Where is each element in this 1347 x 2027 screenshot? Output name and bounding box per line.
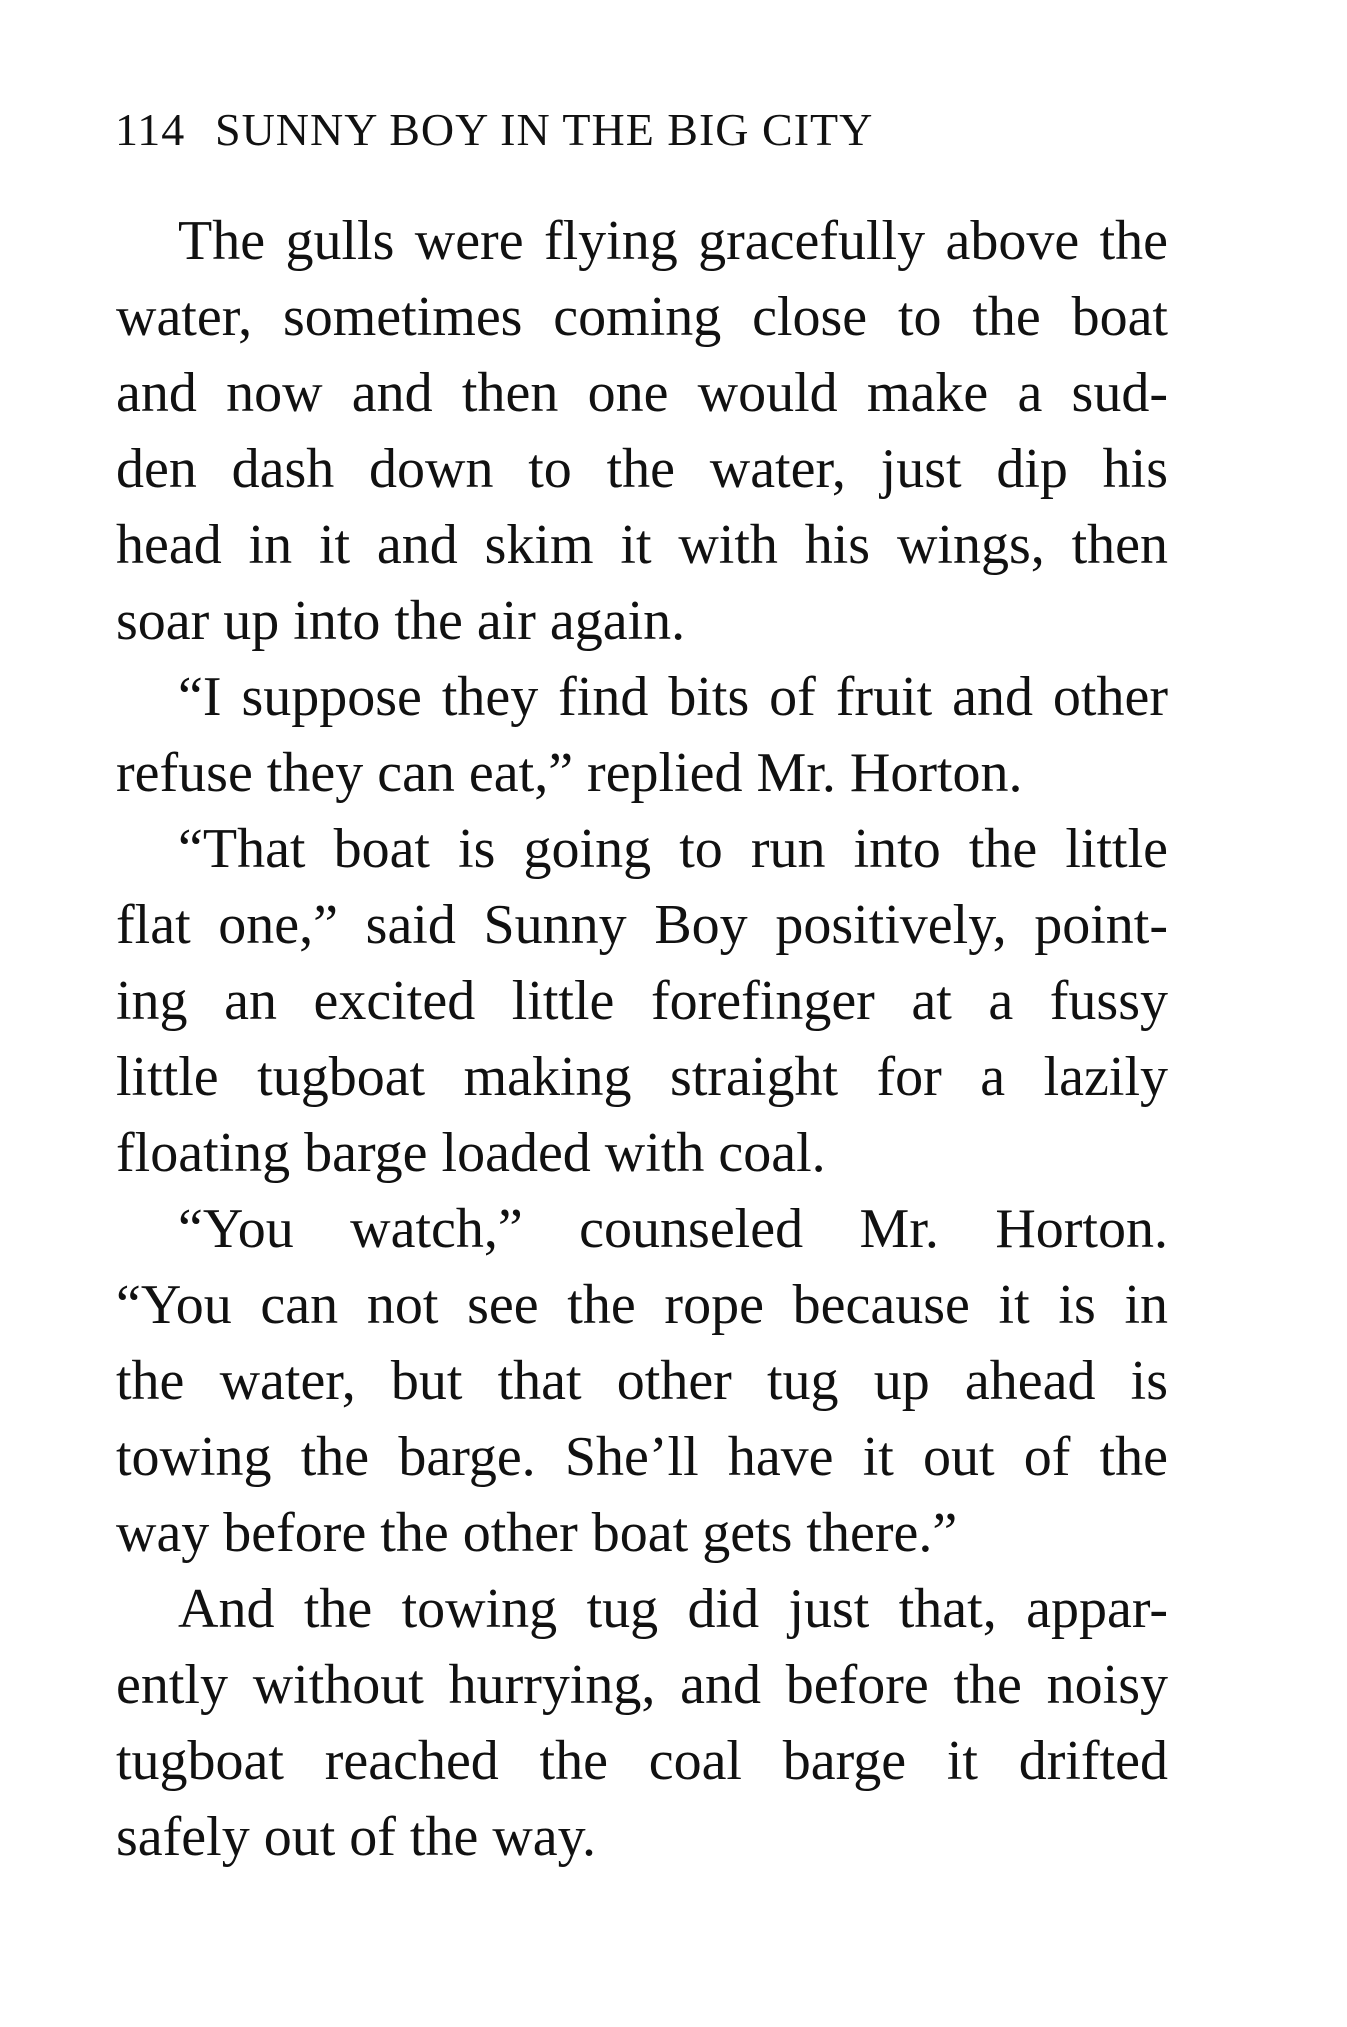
text-line: towing the barge. She’ll have it out of the <box>116 1426 1168 1488</box>
page-number: 114 <box>115 104 186 155</box>
text-line: head in it and skim it with his wings, then <box>116 514 1168 576</box>
text-line: ing an excited little forefinger at a fussy <box>116 970 1168 1032</box>
text-line: ently without hurrying, and before the noisy <box>116 1654 1168 1716</box>
paragraph-1 <box>116 203 1168 659</box>
paragraph-2 <box>116 659 1168 811</box>
text-line: “That boat is going to run into the little <box>178 818 1168 880</box>
text-line: safely out of the way. <box>116 1806 596 1868</box>
body-text <box>116 203 1168 1875</box>
text-line: soar up into the air again. <box>116 590 686 652</box>
text-line: And the towing tug did just that, appar- <box>178 1578 1168 1640</box>
text-line: little tugboat making straight for a lazily <box>116 1046 1168 1108</box>
text-line: the water, but that other tug up ahead is <box>116 1350 1168 1412</box>
text-line: way before the other boat gets there.” <box>116 1502 958 1564</box>
text-line: “You can not see the rope because it is in <box>116 1274 1168 1336</box>
text-line: refuse they can eat,” replied Mr. Horton. <box>116 742 1023 804</box>
text-line: floating barge loaded with coal. <box>116 1122 826 1184</box>
paragraph-5 <box>116 1571 1168 1875</box>
text-line: den dash down to the water, just dip his <box>116 438 1168 500</box>
text-line: The gulls were flying gracefully above the <box>178 210 1168 272</box>
paragraph-4 <box>116 1191 1168 1571</box>
paragraph-3 <box>116 811 1168 1191</box>
text-line: flat one,” said Sunny Boy positively, point- <box>116 894 1168 956</box>
page-header <box>115 100 1075 160</box>
text-line: “I suppose they find bits of fruit and other <box>178 666 1168 728</box>
running-title: SUNNY BOY IN THE BIG CITY <box>215 104 874 155</box>
text-line: water, sometimes coming close to the boat <box>116 286 1168 348</box>
text-line: “You watch,” counseled Mr. Horton. <box>178 1198 1168 1260</box>
text-line: and now and then one would make a sud- <box>116 362 1168 424</box>
text-line: tugboat reached the coal barge it drifted <box>116 1730 1168 1792</box>
